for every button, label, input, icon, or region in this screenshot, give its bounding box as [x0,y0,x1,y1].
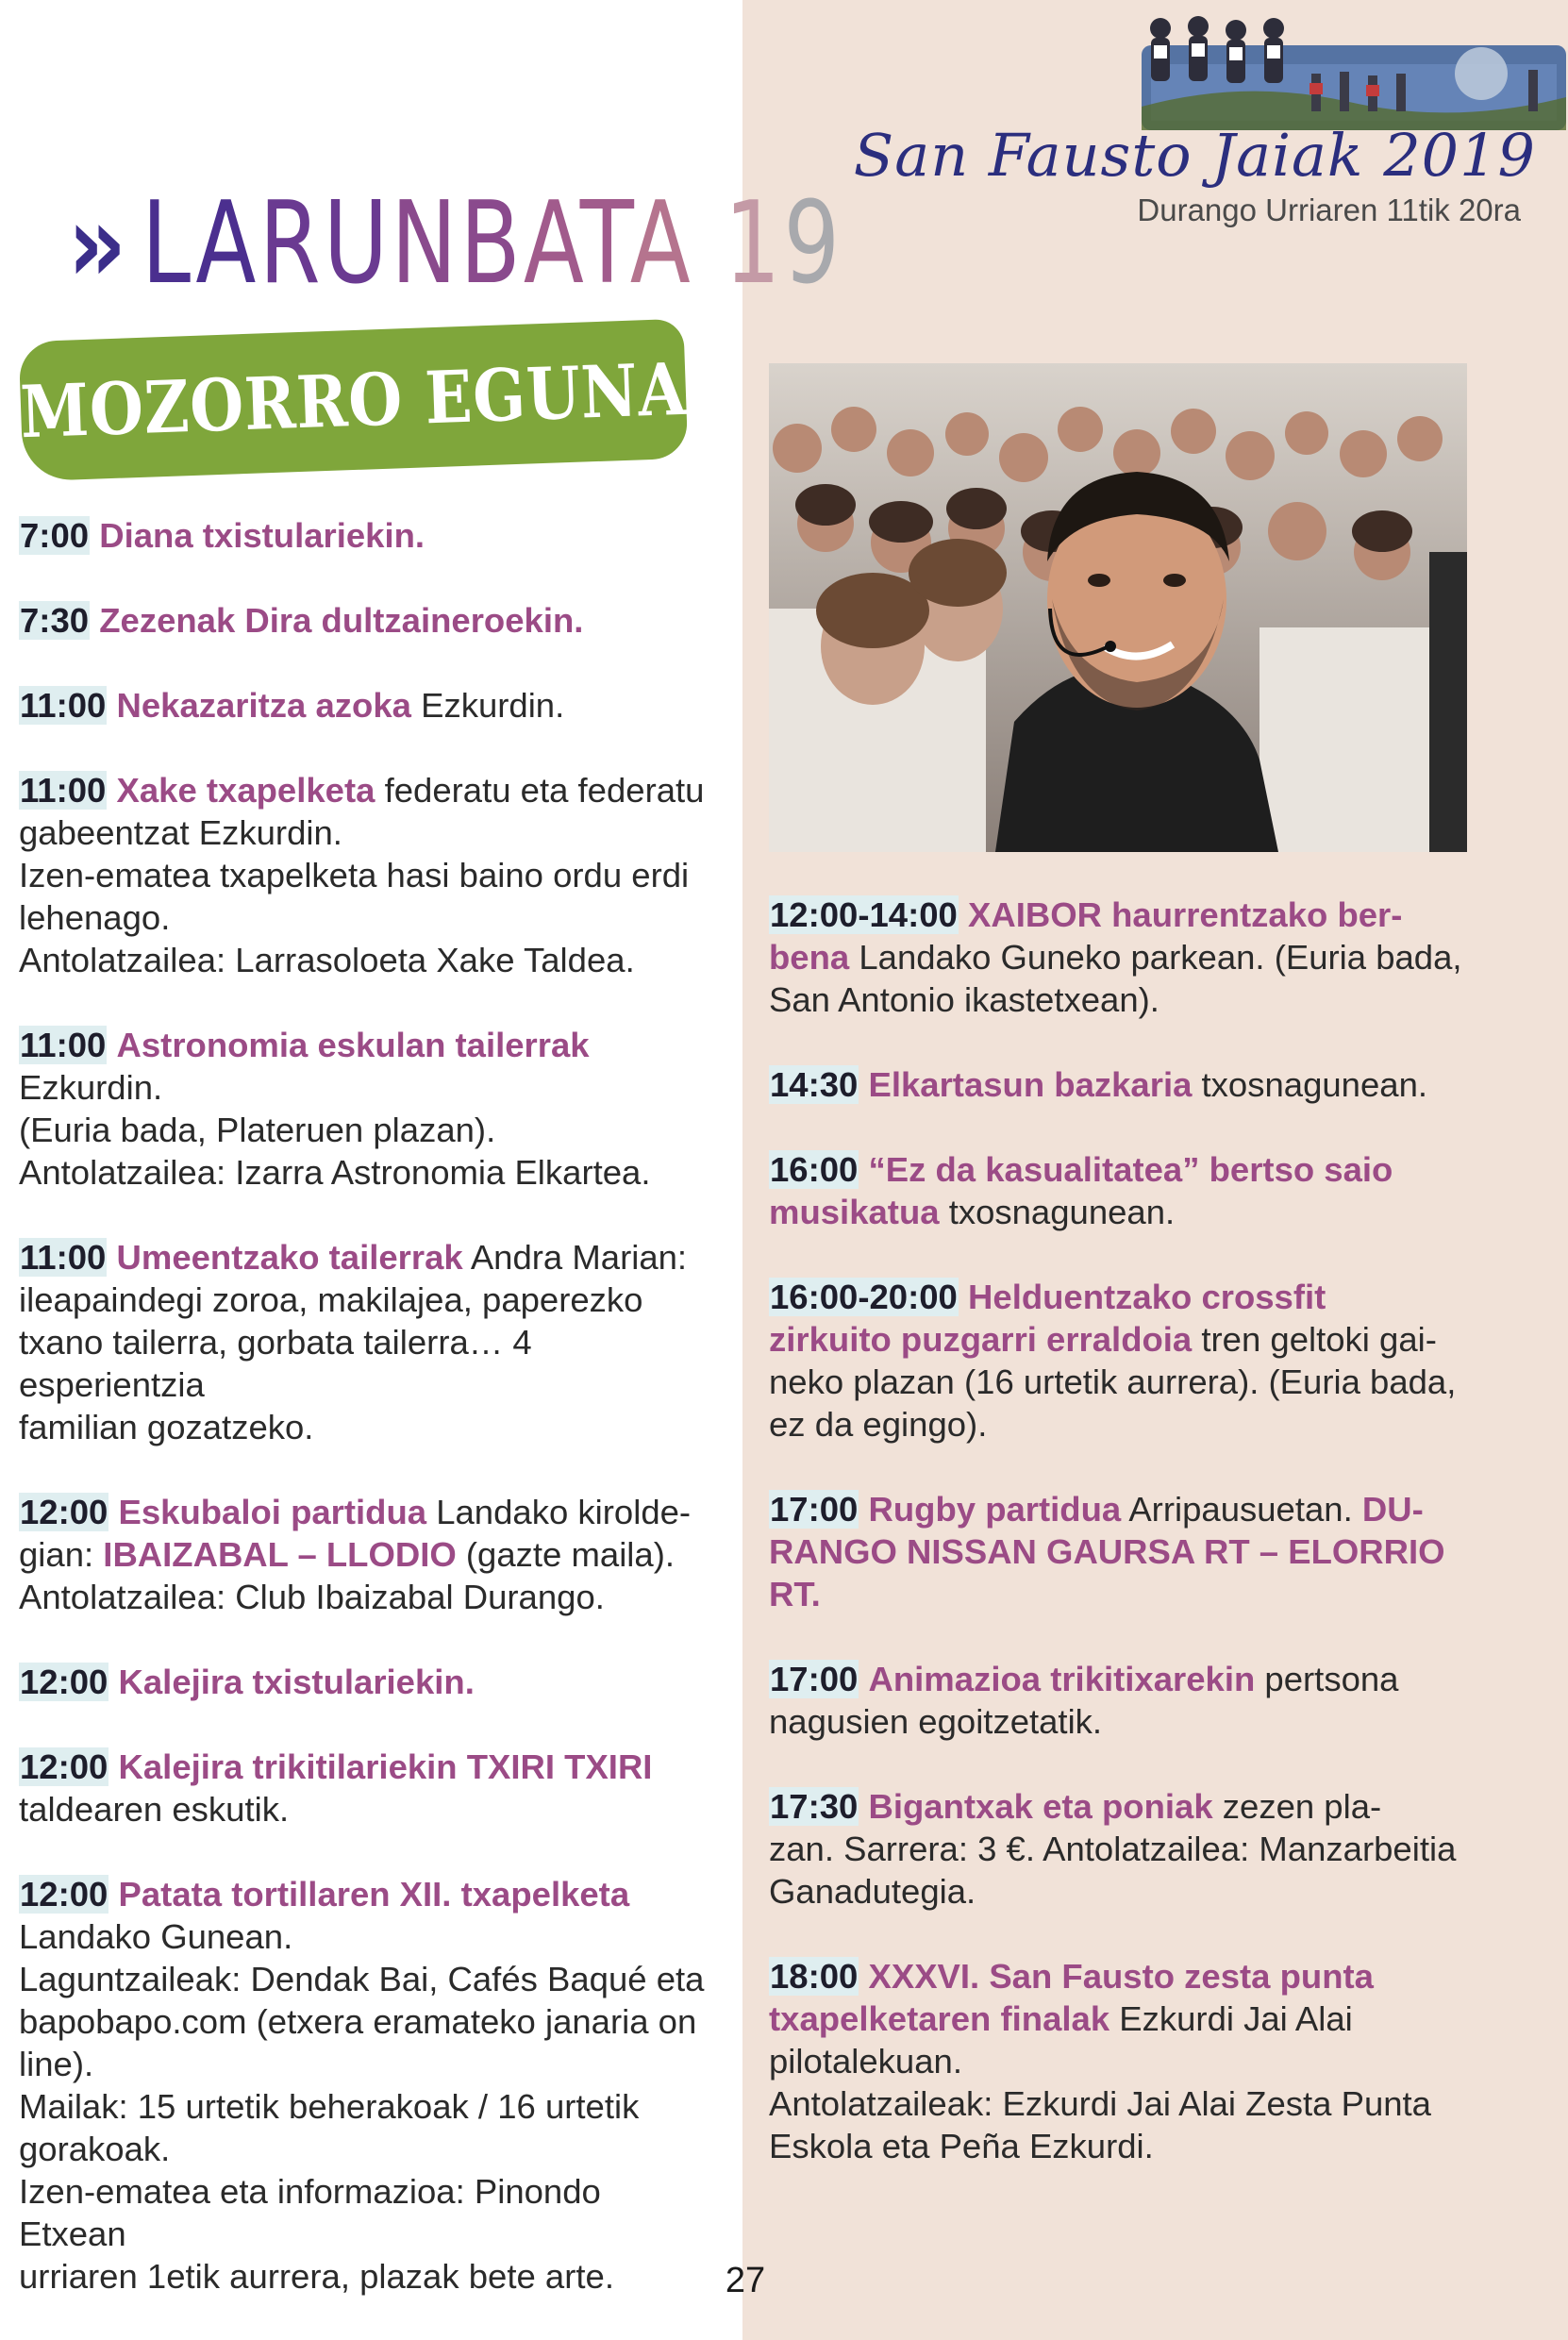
event-title: Nekazaritza azoka [116,686,411,725]
event-title: Astronomia eskulan tailerrak [116,1026,590,1064]
event-title: Animazioa trikitixarekin [868,1660,1256,1698]
event-time: 12:00-14:00 [770,895,958,934]
event-item [19,1746,717,1830]
day-letter: 9 [783,177,842,309]
event-details: Ezkurdin. (Euria bada, Plateruen plazan). Antolatzailea: Izarra Astronomia Elkartea. [19,1068,651,1192]
event-title: Diana txistulariekin. [99,516,425,555]
event-title: XAIBOR haurrentzako ber- bena [769,895,1403,977]
event-title: Bigantxak eta poniak [868,1787,1213,1826]
event-time: 16:00-20:00 [770,1278,958,1316]
double-chevron-right-icon: ›› [68,180,113,307]
event-item [769,894,1467,1021]
event-item [19,1236,717,1448]
event-time: 7:30 [20,601,90,640]
event-item [19,684,717,727]
event-time: 17:30 [770,1787,859,1826]
event-time: 11:00 [20,1026,107,1064]
day-letter: T [579,177,630,309]
day-letter [693,178,725,309]
event-time: 12:00 [20,1747,108,1786]
event-title: Umeentzako tailerrak [116,1238,463,1277]
event-item [19,599,717,642]
event-time: 12:00 [20,1663,108,1701]
day-letter: B [459,177,524,309]
day-letter: L [141,177,196,309]
event-details: Andra Marian: ileapaindegi zoroa, makilajea, paperezko txano tailerra, gorbata tailerra… 4 esperientzia familian gozatzeko. [19,1238,688,1446]
event-details: taldearen eskutik. [19,1790,290,1829]
day-name [142,178,842,309]
performer-photo [769,363,1467,852]
event-time: 12:00 [20,1493,108,1531]
event-item [19,1873,717,2298]
festival-title: San Fausto Jaiak 2019 [853,121,1536,190]
event-time: 18:00 [770,1957,859,1996]
events-right-column [769,894,1467,2210]
event-item [19,1491,717,1618]
event-time: 16:00 [770,1150,859,1189]
page-number: 27 [725,2261,766,2300]
event-title: Xake txapelketa [116,771,375,810]
event-title: Kalejira txistulariekin. [118,1663,475,1701]
event-details: Ezkurdin. [410,686,565,725]
event-details: tren geltoki gai- neko plazan (16 urtetik aurrera). (Euria bada, ez da egingo). [769,1320,1457,1444]
event-time: 11:00 [20,686,107,725]
event-title: Kalejira trikitilariekin TXIRI TXIRI [118,1747,653,1786]
event-details-extra: (gazte maila). Antolatzailea: Club Ibaizabal Durango. [19,1535,676,1616]
event-item [769,1148,1467,1233]
event-time: 11:00 [20,1238,107,1277]
event-title: XXXVI. San Fausto zesta punta txapelketaren finalak [769,1957,1374,2038]
event-details: federatu eta federatu gabeentzat Ezkurdin. Izen-ematea txapelketa hasi baino ordu erdi lehenago. Antolatzailea: Larrasoloeta Xake Taldea. [19,771,705,979]
event-time: 7:00 [20,516,90,555]
event-time: 17:00 [770,1490,859,1529]
event-details: pertsona nagusien egoitzetatik. [769,1660,1399,1741]
event-details: Arripausuetan. [1121,1490,1362,1529]
event-title: Elkartasun bazkaria [868,1065,1193,1104]
event-time: 12:00 [20,1875,108,1914]
day-letter: A [523,177,580,309]
event-item [769,1658,1467,1743]
event-details: Landako Gunean. Laguntzaileak: Dendak Bai, Cafés Baqué eta bapobapo.com (etxera eramateko janaria on line). Mailak: 15 urtetik beherakoak / 16 urtetik gorakoak. Izen-ematea eta informazioa: Pinondo Etxean urriaren 1etik aurrera, plazak bete arte. [19,1917,705,2296]
event-item [19,769,717,981]
festival-logo [853,8,1566,234]
event-item [19,514,717,557]
event-item [769,1488,1467,1615]
day-letter: A [195,177,259,309]
banner-text: MOZORRO EGUNA [18,346,689,454]
event-time: 11:00 [20,771,107,810]
event-details: Ezkurdi Jai Alai pilotalekuan. Antolatzaileak: Ezkurdi Jai Alai Zesta Punta Eskola eta Peña Ezkurdi. [769,1999,1431,2165]
event-details: txosnagunean. [939,1193,1176,1231]
event-teams: IBAIZABAL – LLODIO [103,1535,457,1574]
event-time: 17:00 [770,1660,859,1698]
crowd-selfie-image [769,363,1467,852]
event-title: Eskubaloi partidua [118,1493,427,1531]
event-details: Landako kirolde- gian: [19,1493,692,1574]
event-item [19,1024,717,1194]
event-item [769,1955,1467,2167]
event-title: Patata tortillaren XII. txapelketa [118,1875,630,1914]
event-details: zezen pla- zan. Sarrera: 3 €. Antolatzailea: Manzarbeitia Ganadutegia. [769,1787,1457,1911]
dancers-illustration [1142,8,1566,140]
event-item [769,1276,1467,1446]
event-details: Landako Guneko parkean. (Euria bada, San Antonio ikastetxean). [769,938,1462,1019]
event-item [769,1063,1467,1106]
events-left-column [19,514,717,2340]
day-title [68,177,1041,309]
event-teams: DU- RANGO NISSAN GAURSA RT – ELORRIO RT. [769,1490,1445,1613]
event-time: 14:30 [770,1065,859,1104]
event-title: “Ez da kasualitatea” bertso saio musikatua [769,1150,1393,1231]
day-letter: R [259,177,324,309]
theme-banner [19,319,689,482]
event-item [769,1785,1467,1913]
event-title: Helduentzako crossfit zirkuito puzgarri erraldoia [769,1278,1326,1359]
event-details: txosnagunean. [1192,1065,1428,1104]
day-letter: N [391,177,460,309]
day-letter: 1 [724,177,784,309]
day-letter: U [323,177,392,309]
event-item [19,1661,717,1703]
festival-dates: Durango Urriaren 11tik 20ra [1137,192,1521,227]
day-letter: A [629,177,693,309]
event-title: Zezenak Dira dultzaineroekin. [99,601,584,640]
event-title: Rugby partidua [868,1490,1122,1529]
